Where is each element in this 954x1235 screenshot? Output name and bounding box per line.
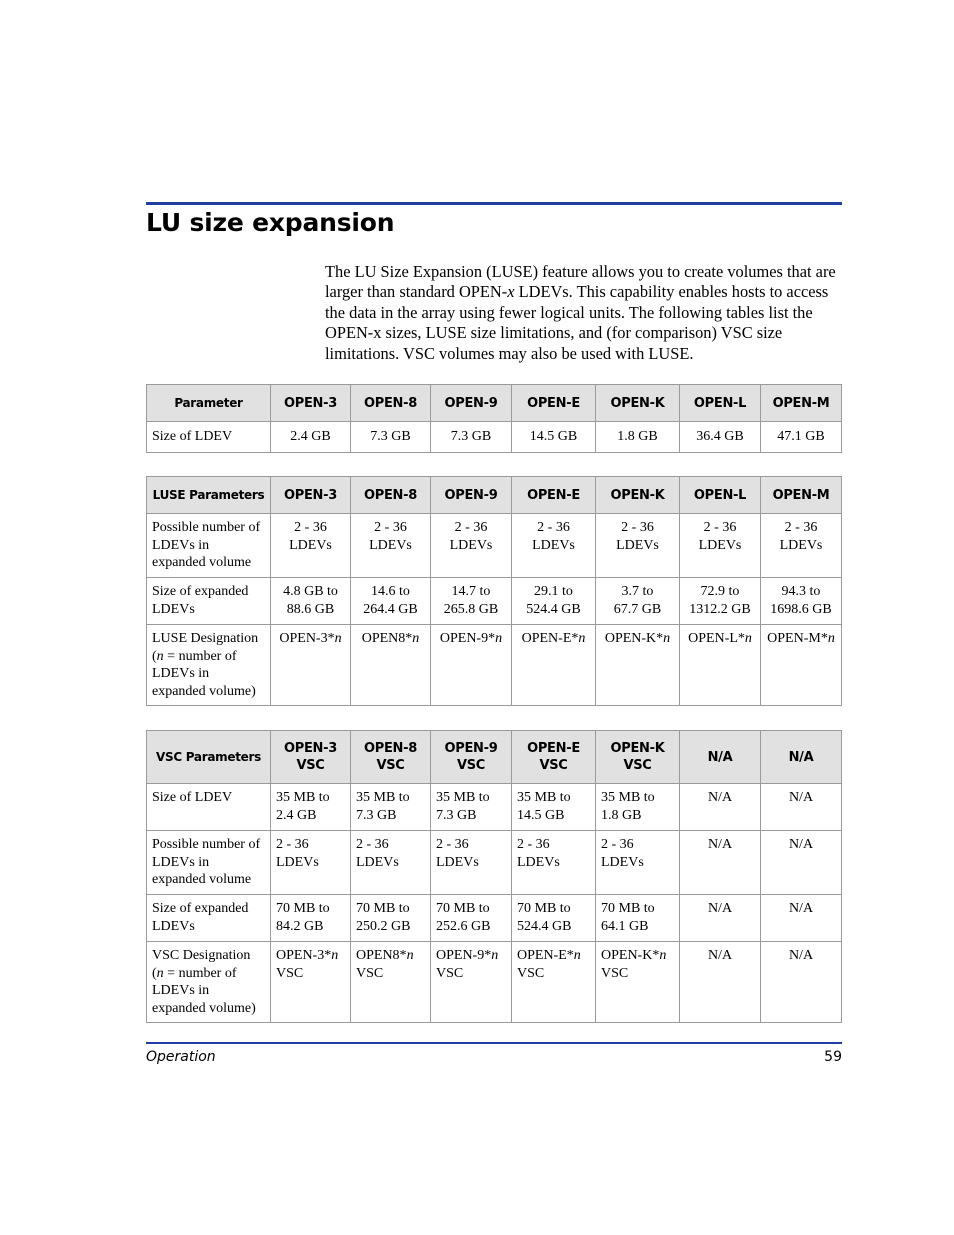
table-cell: OPEN-3*n: [271, 625, 351, 706]
table-cell: 2.4 GB: [271, 422, 351, 453]
column-header: OPEN-3 VSC: [271, 731, 351, 784]
table-cell: 3.7 to 67.7 GB: [596, 578, 680, 625]
table-cell: OPEN-M*n: [761, 625, 842, 706]
table-cell: 14.7 to 265.8 GB: [431, 578, 512, 625]
column-header: OPEN-L: [680, 385, 761, 422]
column-header: OPEN-K VSC: [596, 731, 680, 784]
table-cell: 94.3 to 1698.6 GB: [761, 578, 842, 625]
table-cell: 2 - 36 LDEVs: [431, 514, 512, 578]
column-header: LUSE Parameters: [147, 477, 271, 514]
table-cell: 70 MB to 252.6 GB: [431, 895, 512, 942]
row-label: Size of LDEV: [147, 422, 271, 453]
table-cell: 70 MB to 84.2 GB: [271, 895, 351, 942]
page-title: LU size expansion: [146, 208, 395, 237]
table-cell: N/A: [761, 895, 842, 942]
table-row: [147, 831, 842, 895]
table-cell: 2 - 36 LDEVs: [271, 514, 351, 578]
table-cell: 2 - 36 LDEVs: [596, 514, 680, 578]
table-row: [147, 895, 842, 942]
column-header: OPEN-3: [271, 477, 351, 514]
table-cell: 35 MB to 7.3 GB: [351, 784, 431, 831]
table-cell: OPEN-K*n: [596, 625, 680, 706]
footer-page-number: 59: [824, 1049, 842, 1065]
table-cell: 2 - 36 LDEVs: [596, 831, 680, 895]
table-cell: N/A: [761, 784, 842, 831]
table-cell: 70 MB to 524.4 GB: [512, 895, 596, 942]
table-cell: OPEN8*n VSC: [351, 942, 431, 1023]
row-label: LUSE Designation (n = number of LDEVs in expanded volume): [147, 625, 271, 706]
table-cell: N/A: [761, 831, 842, 895]
column-header: OPEN-M: [761, 385, 842, 422]
table-cell: 72.9 to 1312.2 GB: [680, 578, 761, 625]
table-cell: 35 MB to 1.8 GB: [596, 784, 680, 831]
table-cell: OPEN-E*n VSC: [512, 942, 596, 1023]
intro-part1: The LU Size Expansion (LUSE) feature allows you to create volumes that are larger than standard OPEN-: [325, 262, 836, 302]
row-label: VSC Designation (n = number of LDEVs in expanded volume): [147, 942, 271, 1023]
row-label: Possible number of LDEVs in expanded volume: [147, 831, 271, 895]
table-cell: 2 - 36 LDEVs: [351, 831, 431, 895]
table-cell: N/A: [680, 831, 761, 895]
column-header: OPEN-E: [512, 385, 596, 422]
table-cell: 7.3 GB: [351, 422, 431, 453]
table-row: [147, 514, 842, 578]
table-cell: N/A: [680, 784, 761, 831]
table-cell: 47.1 GB: [761, 422, 842, 453]
table-cell: 1.8 GB: [596, 422, 680, 453]
table-row: [147, 625, 842, 706]
column-header: OPEN-E: [512, 477, 596, 514]
table-cell: N/A: [680, 942, 761, 1023]
open-sizes-table: [146, 384, 842, 453]
table-cell: 70 MB to 64.1 GB: [596, 895, 680, 942]
intro-part2: LDEVs. This capability enables hosts to access the data in the array using fewer logical units. The following tables list the OPEN-x sizes, LUSE size limitations, and (for comparison) VSC size limitations. VSC volumes may also be used with LUSE.: [325, 282, 829, 363]
vsc-parameters-table: [146, 730, 842, 1023]
column-header: OPEN-M: [761, 477, 842, 514]
table-cell: OPEN-9*n: [431, 625, 512, 706]
intro-paragraph: [325, 262, 840, 364]
row-label: Size of expanded LDEVs: [147, 895, 271, 942]
table-row: [147, 784, 842, 831]
table-cell: 2 - 36 LDEVs: [271, 831, 351, 895]
table-cell: 35 MB to 2.4 GB: [271, 784, 351, 831]
column-header: Parameter: [147, 385, 271, 422]
table-cell: 2 - 36 LDEVs: [680, 514, 761, 578]
table-cell: 35 MB to 7.3 GB: [431, 784, 512, 831]
row-label: Size of expanded LDEVs: [147, 578, 271, 625]
table-cell: 35 MB to 14.5 GB: [512, 784, 596, 831]
table-cell: 2 - 36 LDEVs: [761, 514, 842, 578]
table-cell: 2 - 36 LDEVs: [431, 831, 512, 895]
column-header: N/A: [761, 731, 842, 784]
table-cell: 2 - 36 LDEVs: [351, 514, 431, 578]
column-header: OPEN-9 VSC: [431, 731, 512, 784]
table-row: [147, 422, 842, 453]
row-label: Possible number of LDEVs in expanded volume: [147, 514, 271, 578]
table-cell: OPEN-E*n: [512, 625, 596, 706]
table-cell: OPEN-9*n VSC: [431, 942, 512, 1023]
intro-italic-x: x: [507, 282, 515, 302]
table-cell: 2 - 36 LDEVs: [512, 514, 596, 578]
column-header: OPEN-3: [271, 385, 351, 422]
table-cell: OPEN-3*n VSC: [271, 942, 351, 1023]
column-header: VSC Parameters: [147, 731, 271, 784]
footer-section-name: Operation: [146, 1049, 216, 1065]
column-header: OPEN-E VSC: [512, 731, 596, 784]
table-row: [147, 578, 842, 625]
column-header: OPEN-K: [596, 477, 680, 514]
table-cell: 7.3 GB: [431, 422, 512, 453]
table-header-row: [147, 385, 842, 422]
table-cell: 4.8 GB to 88.6 GB: [271, 578, 351, 625]
column-header: N/A: [680, 731, 761, 784]
luse-parameters-table: [146, 476, 842, 706]
table-cell: N/A: [761, 942, 842, 1023]
column-header: OPEN-K: [596, 385, 680, 422]
table-cell: OPEN8*n: [351, 625, 431, 706]
column-header: OPEN-L: [680, 477, 761, 514]
table-cell: 14.6 to 264.4 GB: [351, 578, 431, 625]
column-header: OPEN-8 VSC: [351, 731, 431, 784]
column-header: OPEN-9: [431, 477, 512, 514]
column-header: OPEN-8: [351, 385, 431, 422]
table-cell: OPEN-L*n: [680, 625, 761, 706]
table-cell: OPEN-K*n VSC: [596, 942, 680, 1023]
table-cell: N/A: [680, 895, 761, 942]
row-label: Size of LDEV: [147, 784, 271, 831]
column-header: OPEN-9: [431, 385, 512, 422]
table-cell: 29.1 to 524.4 GB: [512, 578, 596, 625]
table-header-row: [147, 731, 842, 784]
table-cell: 36.4 GB: [680, 422, 761, 453]
table-cell: 70 MB to 250.2 GB: [351, 895, 431, 942]
column-header: OPEN-8: [351, 477, 431, 514]
table-cell: 2 - 36 LDEVs: [512, 831, 596, 895]
bottom-rule: [146, 1042, 842, 1044]
table-header-row: [147, 477, 842, 514]
top-rule: [146, 202, 842, 205]
table-cell: 14.5 GB: [512, 422, 596, 453]
table-row: [147, 942, 842, 1023]
